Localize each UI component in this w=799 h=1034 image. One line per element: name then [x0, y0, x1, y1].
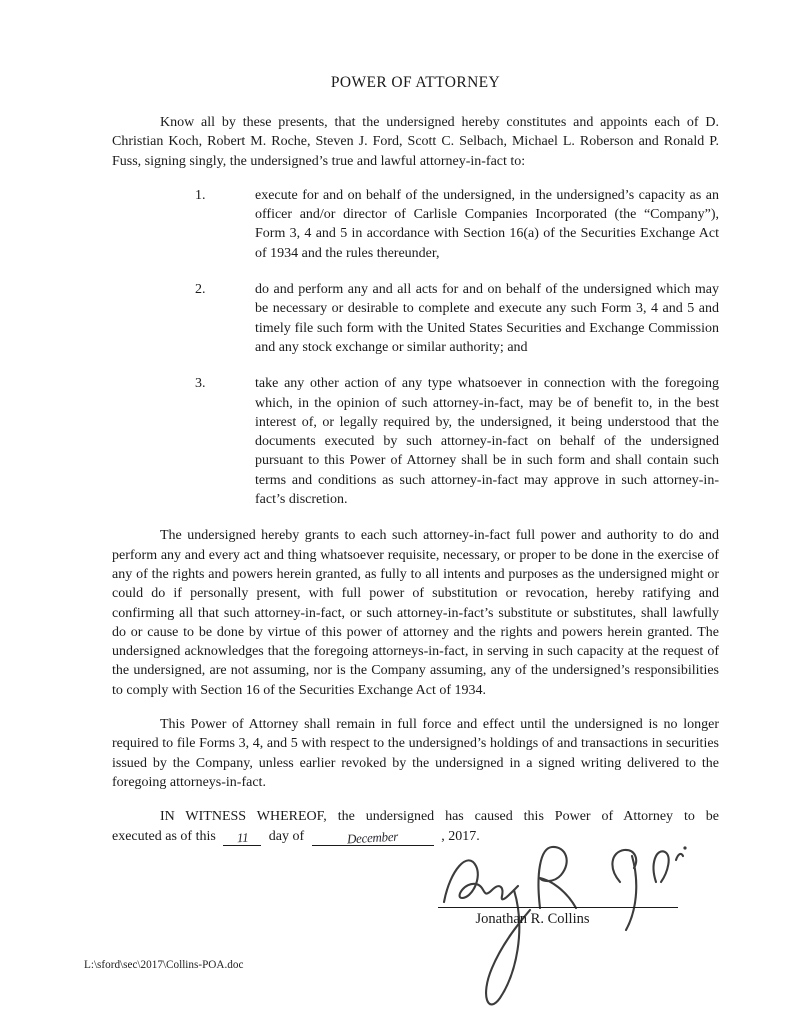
witness-suffix: , 2017. — [441, 828, 480, 844]
handwritten-day: 11 — [236, 829, 249, 846]
month-blank — [312, 829, 434, 846]
list-item-text: take any other action of any type whatsoever in connection with the foregoing which, in the opinion of such attorney-in-fact, may be of benefit to, in the best interest of, or legally required by, the undersigned, it being understood that the documents executed by such attorney-in-fact on behalf of the undersigned pursuant to this Power of Attorney shall be in such form and shall contain such terms and conditions as such attorney-in-fact may approve in such attorney-in-fact’s discretion. — [255, 376, 719, 508]
list-item-number: 2. — [195, 282, 206, 298]
document-file-path: L:\sford\sec\2017\Collins-POA.doc — [84, 959, 244, 971]
list-item-text: do and perform any and all acts for and on behalf of the undersigned which may be necessary or desirable to complete and execute any such Form 3, 4 and 5 and timely file such form with the United States Securities and Exchange Commission and any stock exchange or similar authority; and — [255, 282, 719, 355]
witness-middle: day of — [268, 828, 305, 844]
document-body — [112, 74, 719, 846]
list-item — [112, 280, 719, 357]
witness-line-2 — [112, 827, 719, 846]
numbered-list — [112, 186, 719, 509]
signatory-printed-name: Jonathan R. Collins — [475, 911, 590, 927]
list-item — [112, 374, 719, 509]
grant-paragraph: The undersigned hereby grants to each such attorney-in-fact full power and authority to do and perform any and every act and thing whatsoever requisite, necessary, or proper to be done in the exercise of any of the rights and powers herein granted, as fully to all intents and purposes as the undersigned might or could do if personally present, with full power of substitution or revocation, hereby ratifying and confirming all that such attorney-in-fact, or such attorney-in-fact’s substitute or substitutes, shall lawfully do or cause to be done by virtue of this power of attorney and the rights and powers herein granted. The undersigned acknowledges that the foregoing attorneys-in-fact, in serving in such capacity at the request of the undersigned, are not assuming, nor is the Company assuming, any of the undersigned’s responsibilities to comply with Section 16 of the Securities Exchange Act of 1934. — [112, 528, 719, 698]
list-item-number: 1. — [195, 187, 206, 203]
term-paragraph: This Power of Attorney shall remain in full force and effect until the undersigned is no longer required to file Forms 3, 4, and 5 with respect to the undersigned’s holdings of and transactions in securities issued by the Company, unless earlier revoked by the undersigned in a signed writing delivered to the foregoing attorneys-in-fact. — [112, 717, 719, 790]
handwritten-month: December — [346, 828, 399, 847]
list-item-text: execute for and on behalf of the undersigned, in the undersigned’s capacity as an officer and/or director of Carlisle Companies Incorporated (the “Company”), Form 3, 4 and 5 in accordance with Section 16(a) of the Securities Exchange Act of 1934 and the rules thereunder, — [255, 187, 719, 261]
intro-paragraph: Know all by these presents, that the undersigned hereby constitutes and appoints each of D. Christian Koch, Robert M. Roche, Steven J. Ford, Scott C. Selbach, Michael L. Roberson and Ronald P. Fuss, signing singly, the undersigned’s true and lawful attorney-in-fact to: — [112, 115, 719, 169]
signature-line — [438, 907, 678, 908]
witness-line-1: IN WITNESS WHEREOF, the undersigned has caused this Power of Attorney to be — [160, 809, 719, 825]
document-title: POWER OF ATTORNEY — [330, 74, 501, 91]
witness-prefix: executed as of this — [112, 828, 216, 844]
day-blank — [223, 829, 261, 846]
witness-paragraph — [112, 807, 719, 846]
list-item-number: 3. — [195, 376, 206, 392]
list-item — [112, 186, 719, 263]
